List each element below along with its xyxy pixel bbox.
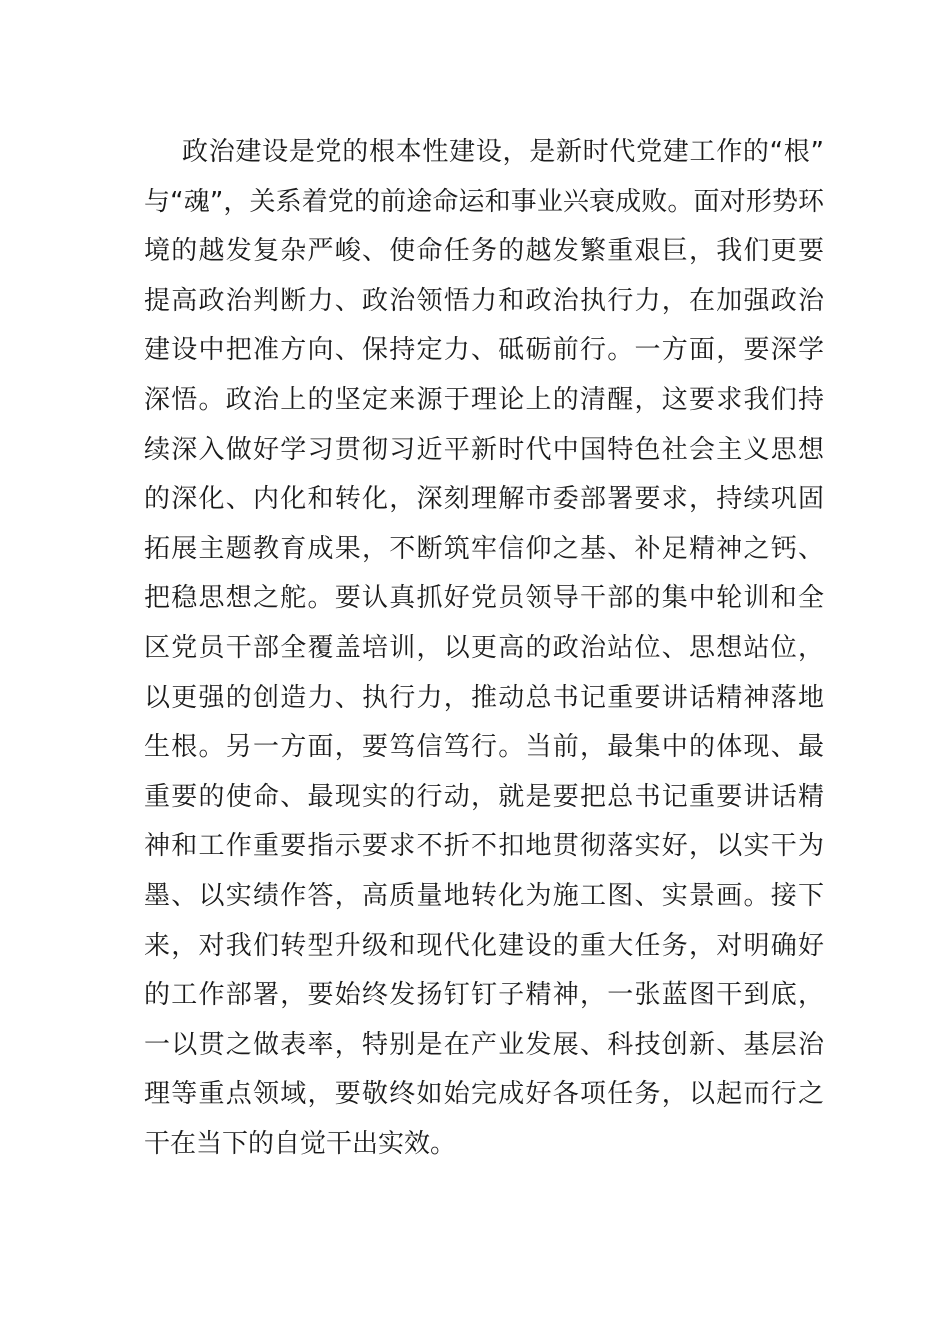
paragraph-line: 提高政治判断力、政治领悟力和政治执行力，在加强政治 xyxy=(144,285,824,316)
paragraph-line: 续深入做好学习贯彻习近平新时代中国特色社会主义思想 xyxy=(144,434,824,465)
paragraph-line: 以更强的创造力、执行力，推动总书记重要讲话精神落地 xyxy=(144,682,824,713)
paragraph-line: 把稳思想之舵。要认真抓好党员领导干部的集中轮训和全 xyxy=(144,583,824,614)
paragraph-line: 区党员干部全覆盖培训，以更高的政治站位、思想站位， xyxy=(144,632,824,663)
paragraph-line: 重要的使命、最现实的行动，就是要把总书记重要讲话精 xyxy=(144,781,824,812)
body-paragraph xyxy=(144,128,824,1169)
paragraph-line: 政治建设是党的根本性建设，是新时代党建工作的“根” xyxy=(182,137,824,167)
paragraph-line: 神和工作重要指示要求不折不扣地贯彻落实好，以实干为 xyxy=(144,831,824,862)
paragraph-line: 与“魂”，关系着党的前途命运和事业兴衰成败。面对形势环 xyxy=(144,186,824,217)
paragraph-line: 干在当下的自觉干出实效。 xyxy=(144,1128,457,1159)
paragraph-line: 深悟。政治上的坚定来源于理论上的清醒，这要求我们持 xyxy=(144,384,824,415)
paragraph-line: 的工作部署，要始终发扬钉钉子精神，一张蓝图干到底， xyxy=(144,980,824,1011)
paragraph-line: 理等重点领域，要敬终如始完成好各项任务，以起而行之 xyxy=(144,1079,824,1110)
paragraph-line: 生根。另一方面，要笃信笃行。当前，最集中的体现、最 xyxy=(144,732,824,763)
paragraph-line: 墨、以实绩作答，高质量地转化为施工图、实景画。接下 xyxy=(144,880,824,911)
paragraph-line: 一以贯之做表率，特别是在产业发展、科技创新、基层治 xyxy=(144,1029,824,1060)
paragraph-line: 来，对我们转型升级和现代化建设的重大任务，对明确好 xyxy=(144,930,824,961)
paragraph-line: 拓展主题教育成果，不断筑牢信仰之基、补足精神之钙、 xyxy=(144,533,824,564)
paragraph-line: 的深化、内化和转化，深刻理解市委部署要求，持续巩固 xyxy=(144,484,824,515)
paragraph-line: 境的越发复杂严峻、使命任务的越发繁重艰巨，我们更要 xyxy=(144,236,824,267)
paragraph-line: 建设中把准方向、保持定力、砥砺前行。一方面，要深学 xyxy=(144,335,824,366)
